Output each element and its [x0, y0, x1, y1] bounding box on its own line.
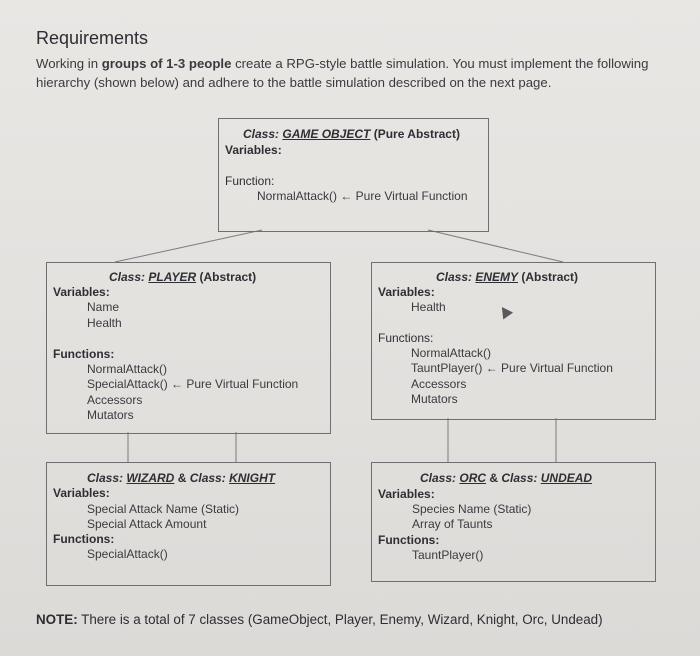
wizard-knight-variables-label: Variables: — [53, 486, 110, 500]
wizard-class-word: Class: — [87, 471, 127, 485]
player-class-word: Class: — [109, 270, 149, 284]
connector-gameobject-player — [115, 230, 262, 262]
orc-undead-variable: Array of Taunts — [412, 517, 493, 531]
gameobject-class-box — [218, 118, 489, 232]
gameobject-function-label: Function: — [225, 174, 275, 188]
undead-class-name: UNDEAD — [540, 471, 593, 485]
wizard-knight-title — [87, 471, 275, 487]
intro-text-2: create a RPG-style battle simulation. You must implement the following hierarchy (shown below) and adhere to the battle simulation described on the next page. — [36, 56, 649, 90]
intro-text-1: Working in — [36, 56, 102, 71]
knight-class-word: Class: — [189, 471, 230, 485]
intro-bold: groups of 1-3 people — [101, 56, 232, 71]
wizard-knight-function: SpecialAttack() — [87, 547, 168, 561]
gameobject-kind: (Pure Abstract) — [370, 127, 460, 141]
enemy-function: Accessors — [411, 377, 467, 391]
wizard-class-name: WIZARD — [126, 471, 175, 485]
enemy-kind: (Abstract) — [518, 270, 579, 284]
enemy-title — [436, 270, 578, 286]
player-kind: (Abstract) — [196, 270, 257, 284]
note-label: NOTE: — [36, 612, 78, 627]
gameobject-class-word: Class: — [243, 127, 283, 141]
enemy-functions-label: Functions: — [378, 331, 434, 345]
player-variable: Name — [87, 300, 120, 314]
orc-undead-function: TauntPlayer() — [412, 548, 484, 562]
player-function: Mutators — [87, 408, 134, 422]
orc-class-word: Class: — [420, 471, 460, 485]
gameobject-class-name: GAME OBJECT — [282, 127, 371, 141]
enemy-function: TauntPlayer() ← Pure Virtual Function — [411, 361, 613, 375]
wizard-knight-variable: Special Attack Name (Static) — [87, 502, 240, 516]
wizard-knight-class-box — [46, 462, 331, 586]
wizard-knight-functions-label: Functions: — [53, 532, 115, 546]
orc-undead-amp: & — [486, 471, 502, 485]
knight-class-name: KNIGHT — [229, 471, 276, 485]
undead-class-word: Class: — [501, 471, 541, 485]
note-text: There is a total of 7 classes (GameObject, Player, Enemy, Wizard, Knight, Orc, Undead) — [77, 612, 603, 627]
enemy-variable: Health — [411, 300, 446, 314]
orc-undead-variable: Species Name (Static) — [412, 502, 532, 516]
enemy-class-box — [371, 262, 656, 420]
player-title — [109, 270, 256, 286]
orc-class-name: ORC — [459, 471, 487, 485]
player-function: Accessors — [87, 393, 143, 407]
player-variable: Health — [87, 316, 122, 330]
orc-undead-title — [420, 471, 592, 487]
enemy-function: NormalAttack() — [411, 346, 492, 360]
gameobject-function-line: NormalAttack() ← Pure Virtual Function — [257, 189, 468, 203]
enemy-class-word: Class: — [436, 270, 476, 284]
orc-undead-class-box — [371, 462, 656, 582]
wizard-knight-variable: Special Attack Amount — [87, 517, 207, 531]
enemy-class-name: ENEMY — [475, 270, 519, 284]
player-function: SpecialAttack() ← Pure Virtual Function — [87, 377, 299, 391]
wizard-knight-amp: & — [174, 471, 190, 485]
footer-note — [36, 612, 603, 627]
player-class-box — [46, 262, 331, 434]
gameobject-title — [243, 127, 460, 143]
player-function: NormalAttack() — [87, 362, 168, 376]
orc-undead-functions-label: Functions: — [378, 533, 440, 547]
orc-undead-variables-label: Variables: — [378, 487, 435, 501]
enemy-variables-label: Variables: — [378, 285, 435, 299]
gameobject-variables-label: Variables: — [225, 143, 282, 157]
enemy-function: Mutators — [411, 392, 458, 406]
player-class-name: PLAYER — [148, 270, 197, 284]
page-title: Requirements — [36, 28, 149, 48]
player-variables-label: Variables: — [53, 285, 110, 299]
player-functions-label: Functions: — [53, 347, 115, 361]
connector-gameobject-enemy — [428, 230, 563, 262]
